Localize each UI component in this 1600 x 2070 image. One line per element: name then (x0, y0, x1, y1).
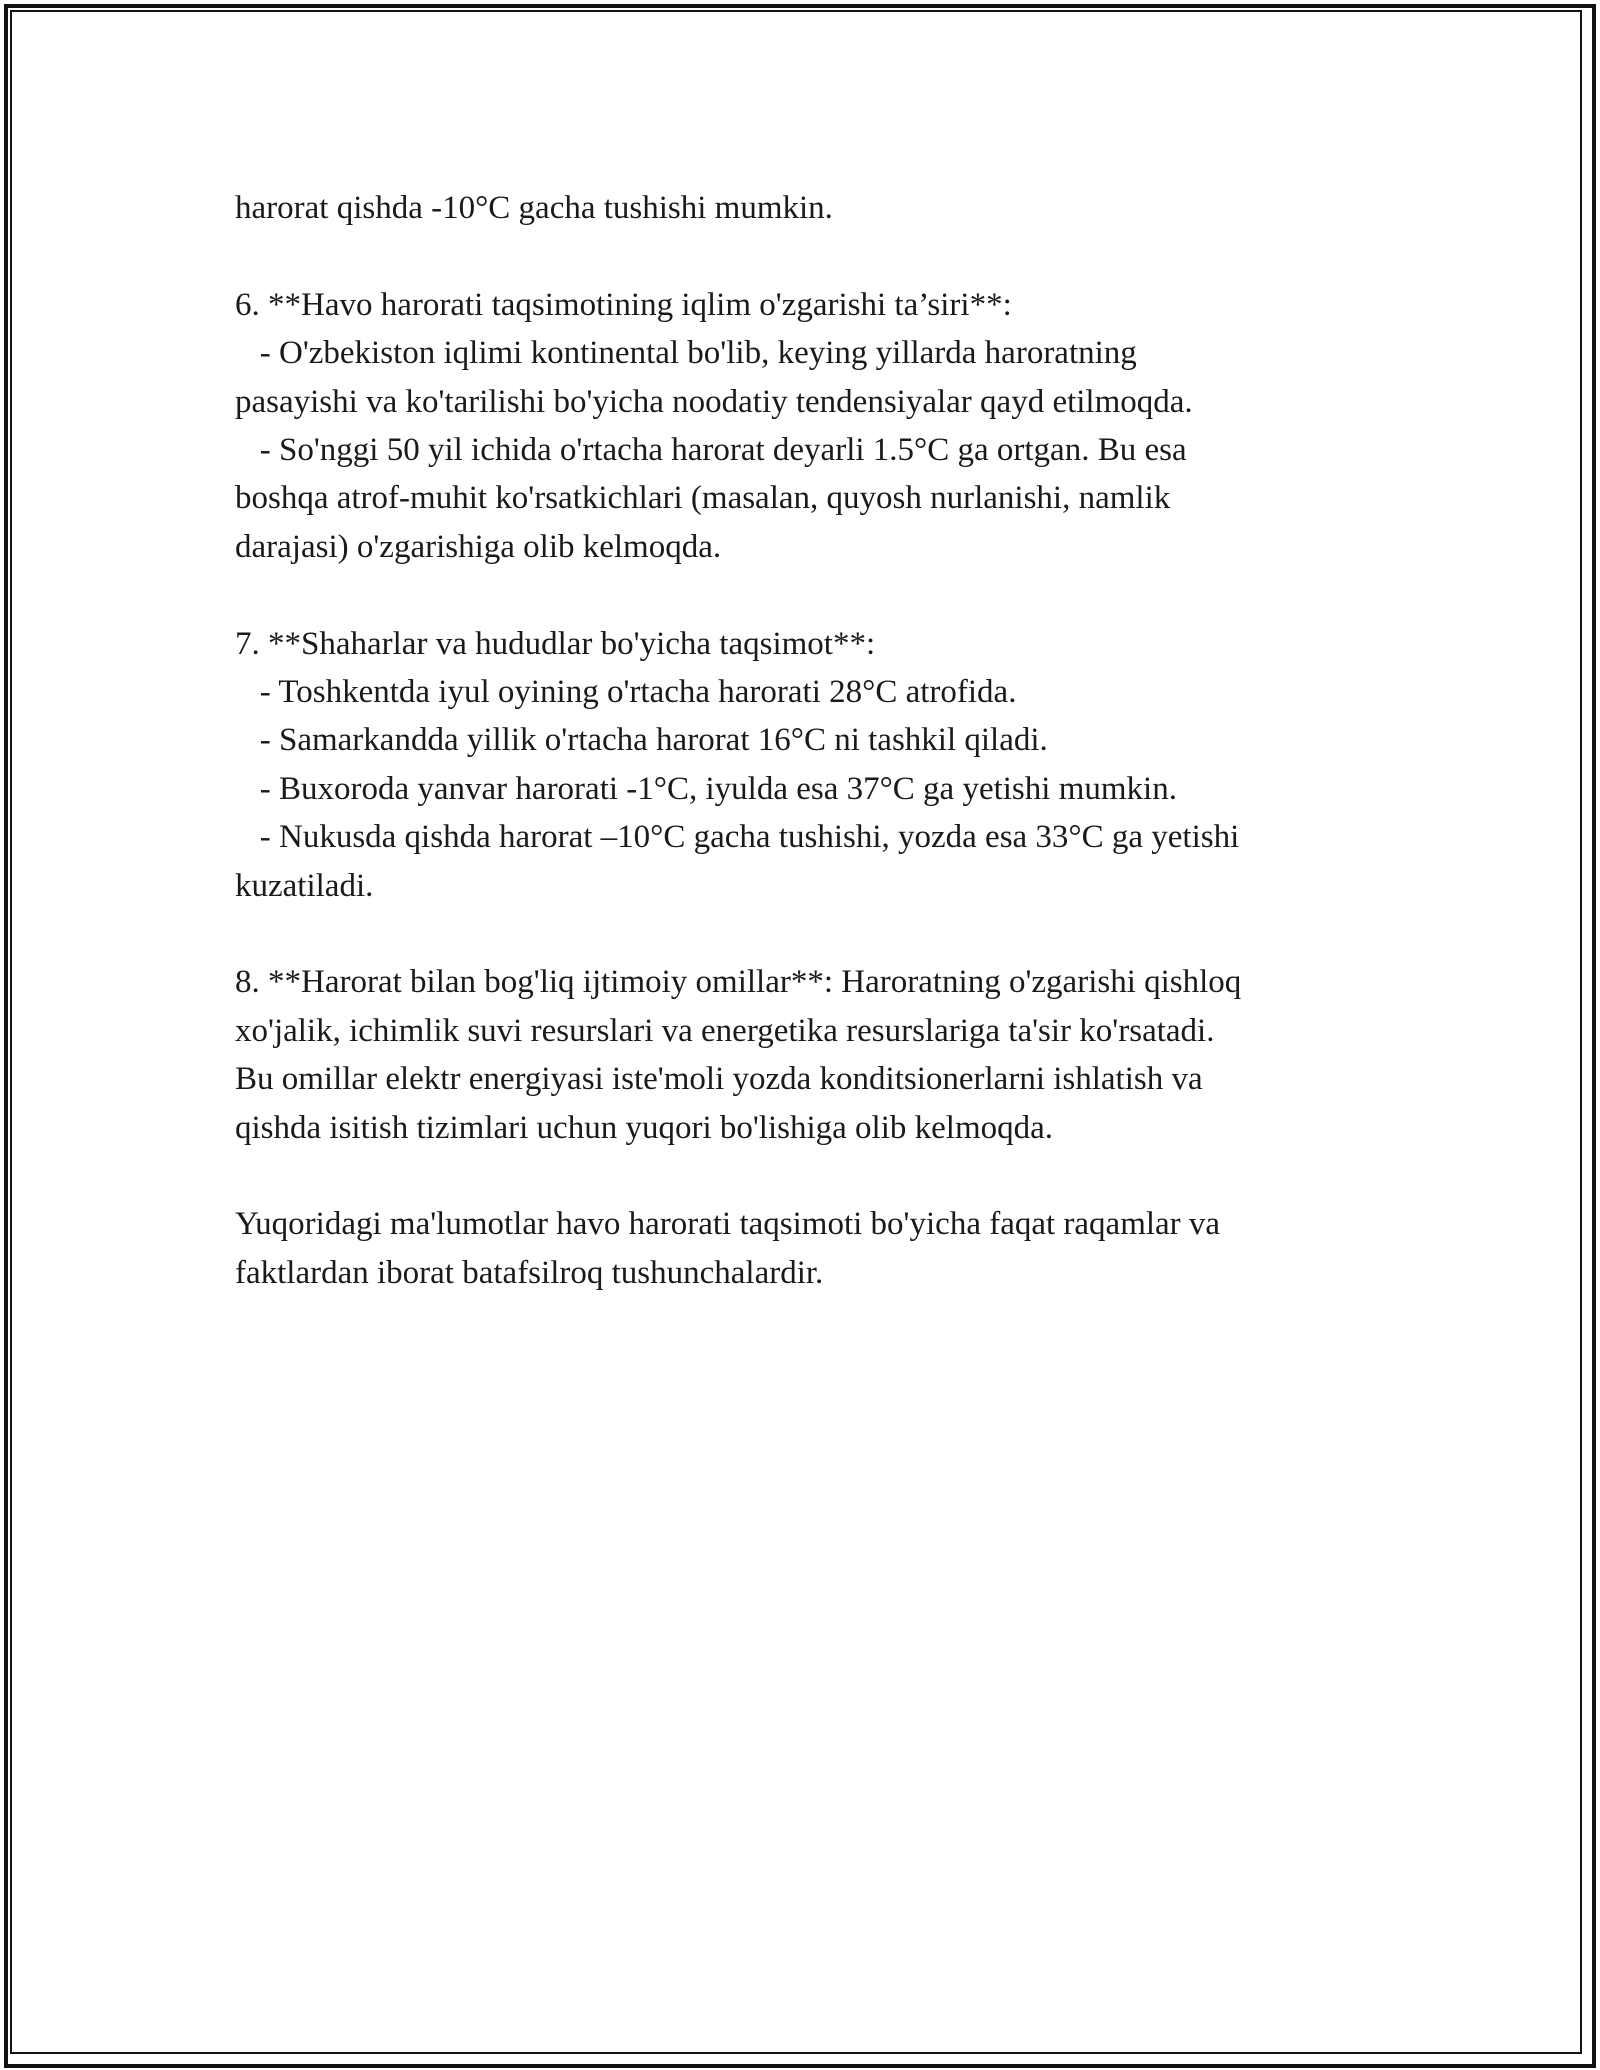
text-line: - So'nggi 50 yil ichida o'rtacha harorat deyarli 1.5°C ga ortgan. Bu esa (235, 432, 1187, 469)
text-line: harorat qishda -10°C gacha tushishi mumkin. (235, 190, 833, 226)
section-6-heading: 6. **Havo harorati taqsimotining iqlim o'zgarishi ta’siri**: (235, 286, 1012, 323)
paragraph-gap (235, 1152, 1365, 1200)
text-line: - Buxoroda yanvar harorati -1°C, iyulda esa 37°C ga yetishi mumkin. (235, 770, 1177, 807)
text-line: pasayishi va ko'tarilishi bo'yicha noodatiy tendensiyalar qayd etilmoqda. (235, 383, 1193, 420)
section-8-paragraph: 8. **Harorat bilan bog'liq ijtimoiy omillar**: Haroratning o'zgarishi qishloq (235, 964, 1242, 1001)
closing-paragraph: Yuqoridagi ma'lumotlar havo harorati taqsimoti bo'yicha faqat raqamlar va (235, 1206, 1221, 1243)
paragraph-gap (235, 232, 1365, 280)
text-line: - O'zbekiston iqlimi kontinental bo'lib, keying yillarda haroratning (235, 335, 1137, 372)
section-7-heading: 7. **Shaharlar va hududlar bo'yicha taqsimot**: (235, 625, 876, 662)
text-line: qishda isitish tizimlari uchun yuqori bo'lishiga olib kelmoqda. (235, 1109, 1054, 1146)
paragraph-gap (235, 910, 1365, 958)
text-line: kuzatiladi. (235, 867, 374, 904)
text-line: - Nukusda qishda harorat –10°C gacha tushishi, yozda esa 33°C ga yetishi (235, 819, 1240, 856)
paragraph-gap (235, 571, 1365, 619)
text-line: - Samarkandda yillik o'rtacha harorat 16°C ni tashkil qiladi. (235, 722, 1048, 759)
text-line: xo'jalik, ichimlik suvi resurslari va energetika resurslariga ta'sir ko'rsatadi. (235, 1012, 1215, 1049)
document-body (235, 184, 1365, 1297)
text-line: - Toshkentda iyul oyining o'rtacha harorati 28°C atrofida. (235, 674, 1017, 711)
text-line: boshqa atrof-muhit ko'rsatkichlari (masalan, quyosh nurlanishi, namlik (235, 480, 1171, 517)
text-line: Bu omillar elektr energiyasi iste'moli yozda konditsionerlarni ishlatish va (235, 1061, 1203, 1098)
text-line: faktlardan iborat batafsilroq tushunchalardir. (235, 1254, 824, 1291)
text-line: darajasi) o'zgarishiga olib kelmoqda. (235, 528, 722, 565)
